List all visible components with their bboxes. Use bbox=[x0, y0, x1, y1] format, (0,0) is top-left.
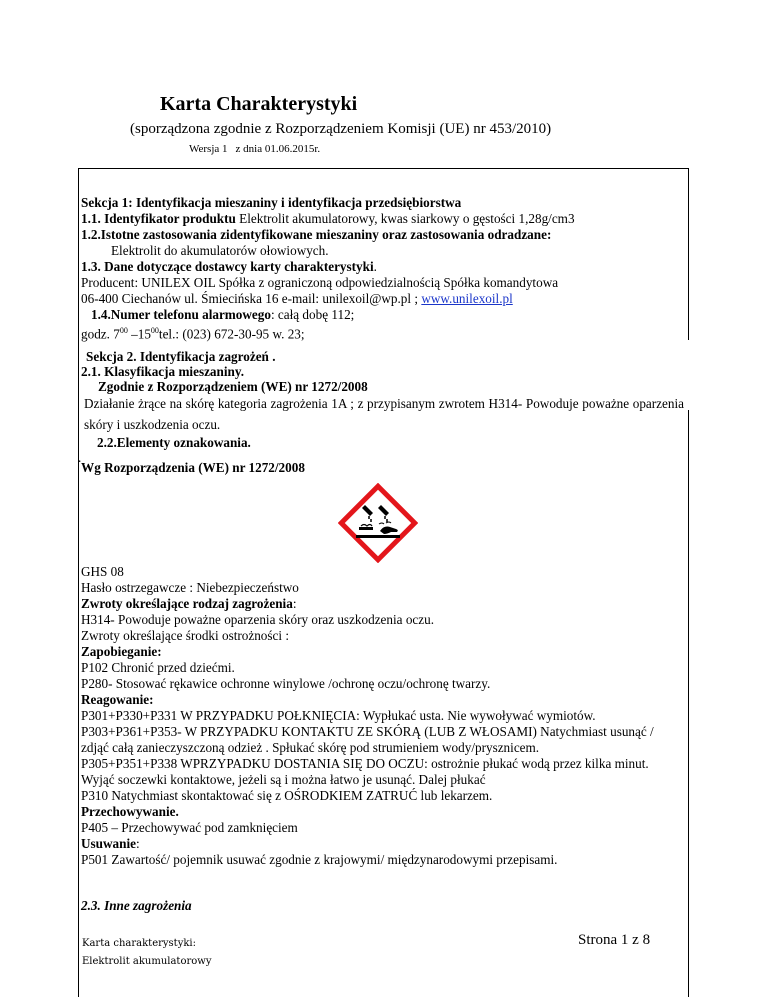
hours-phone: tel.: (023) 672-30-95 w. 23; bbox=[158, 326, 305, 342]
disposal-label: Usuwanie bbox=[81, 836, 136, 851]
p501-statement: P501 Zawartość/ pojemnik usuwać zgodnie z krajowymi/ międzynarodowymi przepisami. bbox=[81, 852, 558, 867]
hours-line bbox=[81, 323, 305, 342]
section2-heading: Sekcja 2. Identyfikacja zagrożeń . bbox=[86, 349, 276, 364]
section1-4-label: 1.4.Numer telefonu alarmowego bbox=[91, 307, 271, 322]
section1-3-label: 1.3. Dane dotyczące dostawcy karty charakterystyki bbox=[81, 259, 374, 274]
section1-2-label: 1.2.Istotne zastosowania zidentyfikowane mieszaniny oraz zastosowania odradzane: bbox=[81, 227, 552, 242]
p305-statement: P305+P351+P338 WPRZYPADKU DOSTANIA SIĘ DO OCZU: ostrożnie płukać wodą przez kilka minut. bbox=[81, 756, 649, 771]
hours-end: –15 bbox=[127, 326, 151, 342]
p305-statement-cont: Wyjąć soczewki kontaktowe, jeżeli są i można łatwo je usunąć. Dalej płukać bbox=[81, 772, 486, 787]
section2-3-label: 2.3. Inne zagrożenia bbox=[81, 898, 192, 913]
p301-statement: P301+P330+P331 W PRZYPADKU POŁKNIĘCIA: Wypłukać usta. Nie wywoływać wymiotów. bbox=[81, 708, 596, 723]
hazard-statements-label: Zwroty określające rodzaj zagrożenia bbox=[81, 596, 293, 611]
precaution-intro: Zwroty określające środki ostrożności : bbox=[81, 628, 290, 643]
address-line bbox=[81, 291, 513, 307]
version-date: z dnia 01.06.2015r. bbox=[235, 143, 321, 155]
classification-text: Działanie żrące na skórę kategoria zagrożenia 1A ; z przypisanym zwrotem H314- Powoduje poważne oparzenia skóry i uszkodzenia oczu. bbox=[84, 396, 684, 432]
disposal-colon: : bbox=[135, 836, 140, 851]
p303-statement: P303+P361+P353- W PRZYPADKU KONTAKTU ZE SKÓRĄ (LUB Z WŁOSAMI) Natychmiast usunąć / bbox=[81, 724, 654, 739]
hours-sup2: 00 bbox=[150, 326, 159, 335]
page-subtitle: (sporządzona zgodnie z Rozporządzeniem Komisji (UE) nr 453/2010) bbox=[130, 121, 552, 137]
p303-statement-cont: zdjąć całą zanieczyszczoną odzież . Spłukać skórę pod strumieniem wody/prysznicem. bbox=[81, 740, 540, 755]
version-number: Wersja 1 bbox=[189, 143, 228, 155]
address-text: 06-400 Ciechanów ul. Śmiecińska 16 e-mail: unilexoil@wp.pl ; bbox=[81, 291, 422, 306]
section1-2-text: Elektrolit do akumulatorów ołowiowych. bbox=[111, 243, 329, 258]
ghs05-corrosion-icon bbox=[338, 483, 418, 563]
hazard-statements-label-line bbox=[81, 596, 296, 612]
p310-statement: P310 Natychmiast skontaktować się z OŚRODKIEM ZATRUĆ lub lekarzem. bbox=[81, 788, 493, 803]
producer-line: Producent: UNILEX OIL Spółka z ograniczoną odpowiedzialnością Spółka komandytowa bbox=[81, 275, 559, 290]
section1-1-text: Elektrolit akumulatorowy, kwas siarkowy o gęstości 1,28g/cm3 bbox=[235, 211, 575, 226]
disposal-label-line bbox=[81, 836, 140, 852]
stray-dot: . bbox=[78, 450, 82, 465]
footer-doc-type: Karta charakterystyki: bbox=[82, 938, 196, 949]
footer-product: Elektrolit akumulatorowy bbox=[82, 956, 212, 967]
website-link[interactable]: www.unilexoil.pl bbox=[421, 291, 513, 306]
page-number: Strona 1 z 8 bbox=[578, 932, 651, 948]
ghs-code: GHS 08 bbox=[81, 564, 124, 579]
section1-4-line bbox=[91, 307, 354, 323]
signal-word: Hasło ostrzegawcze : Niebezpieczeństwo bbox=[81, 580, 299, 595]
section2-2-label: 2.2.Elementy oznakowania. bbox=[97, 435, 251, 450]
h314-statement: H314- Powoduje poważne oparzenia skóry oraz uszkodzenia oczu. bbox=[81, 612, 435, 627]
section1-heading: Sekcja 1: Identyfikacja mieszaniny i identyfikacja przedsiębiorstwa bbox=[81, 195, 462, 210]
version-info bbox=[189, 143, 320, 155]
page-title: Karta Charakterystyki bbox=[160, 93, 358, 115]
section1-3-line: 1.3. Dane dotyczące dostawcy karty charakterystyki. bbox=[81, 259, 377, 274]
p280-statement: P280- Stosować rękawice ochronne winylowe /ochronę oczu/ochronę twarzy. bbox=[81, 676, 491, 691]
section2-1-label: 2.1. Klasyfikacja mieszaniny. bbox=[81, 364, 245, 379]
prevention-label: Zapobieganie: bbox=[81, 644, 162, 659]
response-label: Reagowanie: bbox=[81, 692, 154, 707]
storage-label: Przechowywanie. bbox=[81, 804, 179, 819]
regulation-heading: Zgodnie z Rozporządzeniem (WE) nr 1272/2008 bbox=[98, 379, 368, 394]
section1-4-text: : całą dobę 112; bbox=[270, 307, 355, 322]
hours-sup1: 00 bbox=[119, 326, 128, 335]
frame-gap bbox=[686, 340, 690, 410]
p102-statement: P102 Chronić przed dziećmi. bbox=[81, 660, 235, 675]
section1-1-line bbox=[81, 211, 575, 227]
section1-1-label: 1.1. Identyfikator produktu bbox=[81, 211, 236, 226]
hours-start: godz. 7 bbox=[81, 326, 120, 342]
wg-regulation-heading: Wg Rozporządzenia (WE) nr 1272/2008 bbox=[81, 460, 305, 475]
p405-statement: P405 – Przechowywać pod zamknięciem bbox=[81, 820, 298, 835]
hazard-colon: : bbox=[292, 596, 297, 611]
